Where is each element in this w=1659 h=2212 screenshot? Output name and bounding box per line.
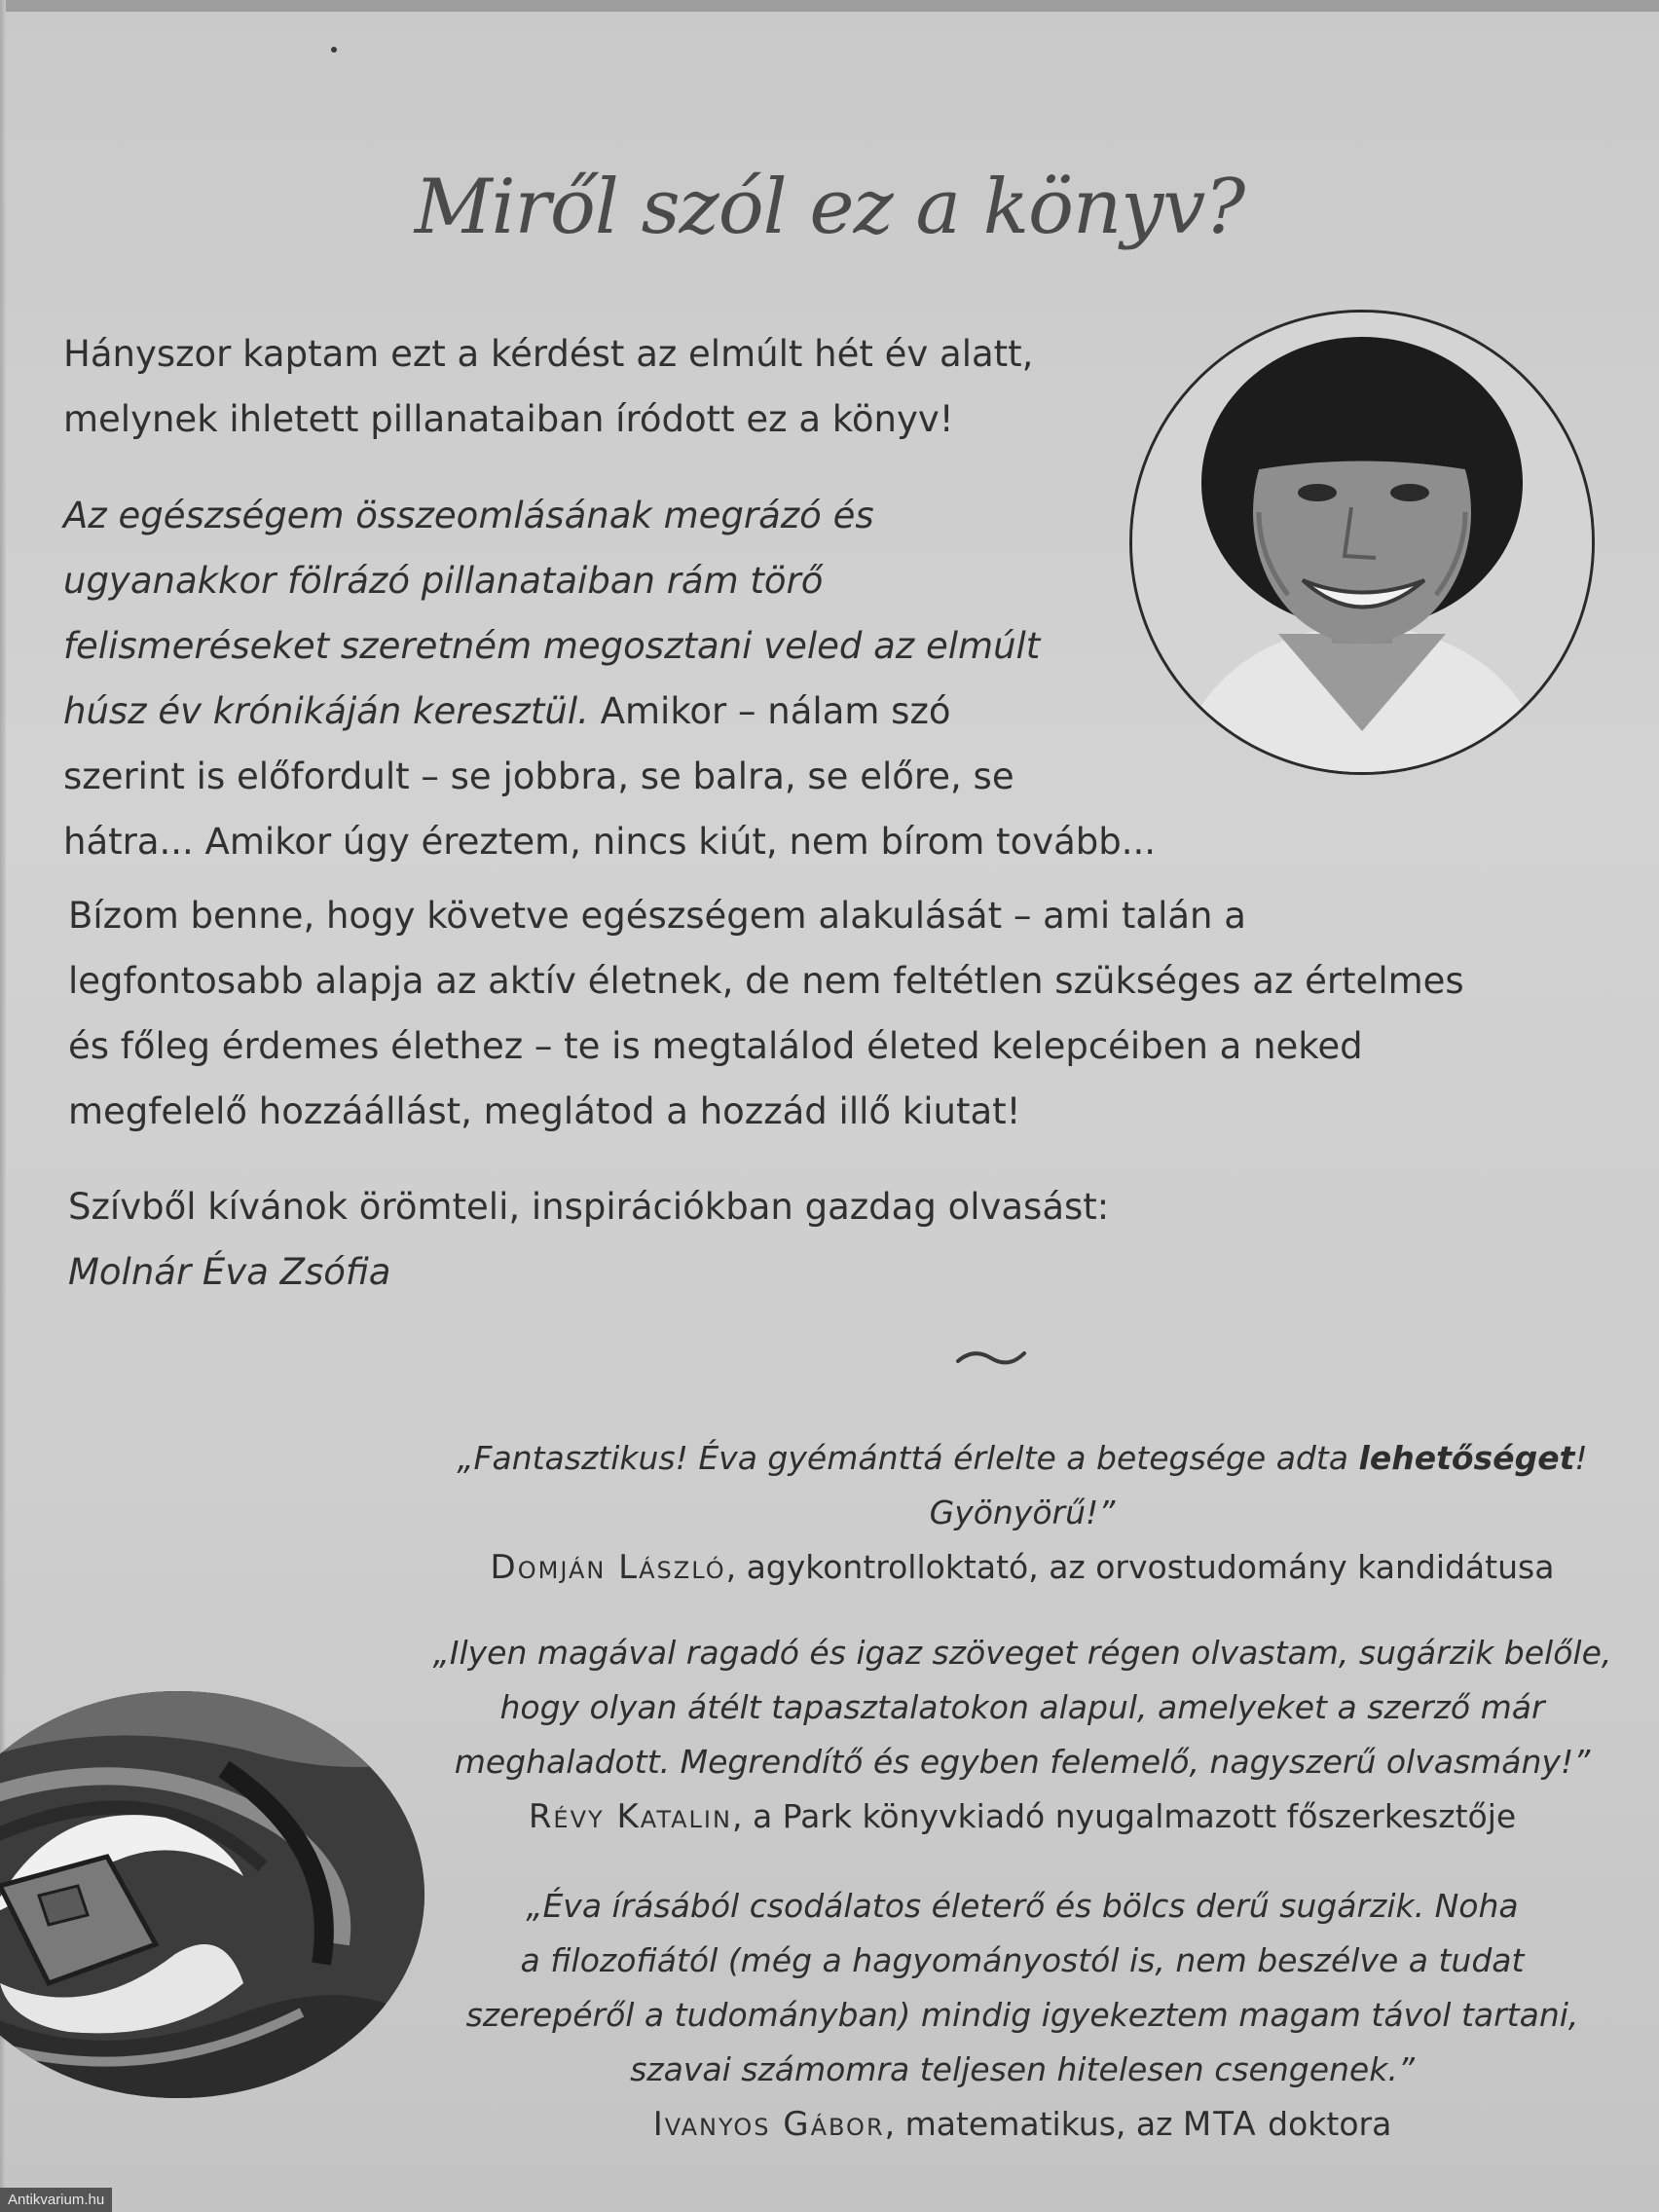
quote-line xyxy=(389,1431,1655,1486)
hope-line: megfelelő hozzáállást, meglátod a hozzád illő kiutat! xyxy=(68,1090,1021,1132)
quote-text: ! xyxy=(1574,1439,1588,1477)
story-line: hátra... Amikor úgy éreztem, nincs kiút, nem bírom tovább... xyxy=(63,821,1157,863)
story-paragraph xyxy=(63,483,1232,874)
quote-attribution xyxy=(389,2097,1655,2152)
testimonial-quote xyxy=(389,1626,1655,1844)
quote-line: szerepéről a tudományban) mindig igyekeztem magam távol tartani, xyxy=(465,1996,1579,2034)
painting-illustration xyxy=(0,1691,424,2098)
story-line xyxy=(63,679,1232,744)
author-portrait-photo xyxy=(1129,310,1595,775)
story-line: szerint is előfordult – se jobbra, se balra, se előre, se xyxy=(63,756,1014,797)
quote-line: „Ilyen magával ragadó és igaz szöveget régen olvastam, sugárzik belőle, xyxy=(432,1634,1612,1672)
closing-paragraph xyxy=(68,1174,1236,1305)
quote-line: hogy olyan átélt tapasztalatokon alapul, amelyeket a szerző már xyxy=(499,1688,1545,1726)
quote-text: „Fantasztikus! Éva gyémánttá érlelte a betegsége adta xyxy=(457,1439,1359,1477)
hope-line: legfontosabb alapja az aktív életnek, de nem feltétlen szükséges az értelmes xyxy=(68,960,1464,1002)
page-top-edge xyxy=(0,0,1659,12)
testimonial-quote xyxy=(389,1879,1655,2152)
hope-line: és főleg érdemes élethez – te is megtalálod életed kelepcéiben a neked xyxy=(68,1025,1363,1067)
quote-author-org: MTA xyxy=(1182,2105,1258,2144)
quote-author-role: , a Park könyvkiadó nyugalmazott főszerkesztője xyxy=(731,1797,1517,1835)
dust-speck xyxy=(331,47,337,53)
page-title: Miről szól ez a könyv? xyxy=(414,164,1245,251)
intro-line: melynek ihletett pillanataiban íródott ez a könyv! xyxy=(63,398,954,440)
story-line-upright: Amikor – nálam szó xyxy=(588,690,951,732)
ship-painting-image xyxy=(0,1691,424,2098)
quote-line: a filozofiától (még a hagyományostól is, nem beszélve a tudat xyxy=(520,1941,1525,1979)
quote-line: „Éva írásából csodálatos életerő és bölcs derű sugárzik. Noha xyxy=(526,1887,1519,1925)
quote-author-name: Domján László xyxy=(490,1548,726,1587)
story-line: felismeréseket szeretném megosztani veled az elmúlt xyxy=(63,625,1041,667)
tilde-divider-icon xyxy=(954,1346,1028,1371)
quote-author-name: Ivanyos Gábor xyxy=(652,2105,885,2144)
hope-line: Bízom benne, hogy követve egészségem alakulását – ami talán a xyxy=(68,895,1246,937)
story-line: ugyanakkor fölrázó pillanataiban rám törő xyxy=(63,560,824,602)
quote-attribution xyxy=(389,1540,1655,1595)
quote-attribution xyxy=(389,1789,1655,1844)
portrait-illustration xyxy=(1132,313,1592,772)
intro-paragraph xyxy=(63,321,1134,452)
quote-author-role: doktora xyxy=(1257,2105,1392,2143)
closing-line: Szívből kívánok örömteli, inspirációkban gazdag olvasást: xyxy=(68,1186,1110,1228)
story-line-italic: húsz év krónikáján keresztül. xyxy=(63,690,589,732)
quote-author-role: , agykontrolloktató, az orvostudomány kandidátusa xyxy=(725,1548,1555,1586)
quote-author-role: , matematikus, az xyxy=(884,2105,1183,2143)
intro-line: Hányszor kaptam ezt a kérdést az elmúlt hét év alatt, xyxy=(63,333,1034,375)
testimonial-quote xyxy=(389,1431,1655,1595)
quote-line: szavai számomra teljesen hitelesen csengenek.” xyxy=(630,2050,1415,2088)
author-signature: Molnár Éva Zsófia xyxy=(68,1251,391,1293)
watermark-label: Antikvarium.hu xyxy=(0,2188,112,2212)
quote-author-name: Révy Katalin xyxy=(528,1797,732,1836)
quote-line: Gyönyörű!” xyxy=(929,1493,1116,1531)
quote-line: meghaladott. Megrendítő és egyben felemelő, nagyszerű olvasmány!” xyxy=(454,1743,1591,1781)
story-line: Az egészségem összeomlásának megrázó és xyxy=(63,495,874,536)
hope-paragraph xyxy=(68,883,1548,1144)
quote-emphasis: lehetőséget xyxy=(1358,1439,1575,1477)
